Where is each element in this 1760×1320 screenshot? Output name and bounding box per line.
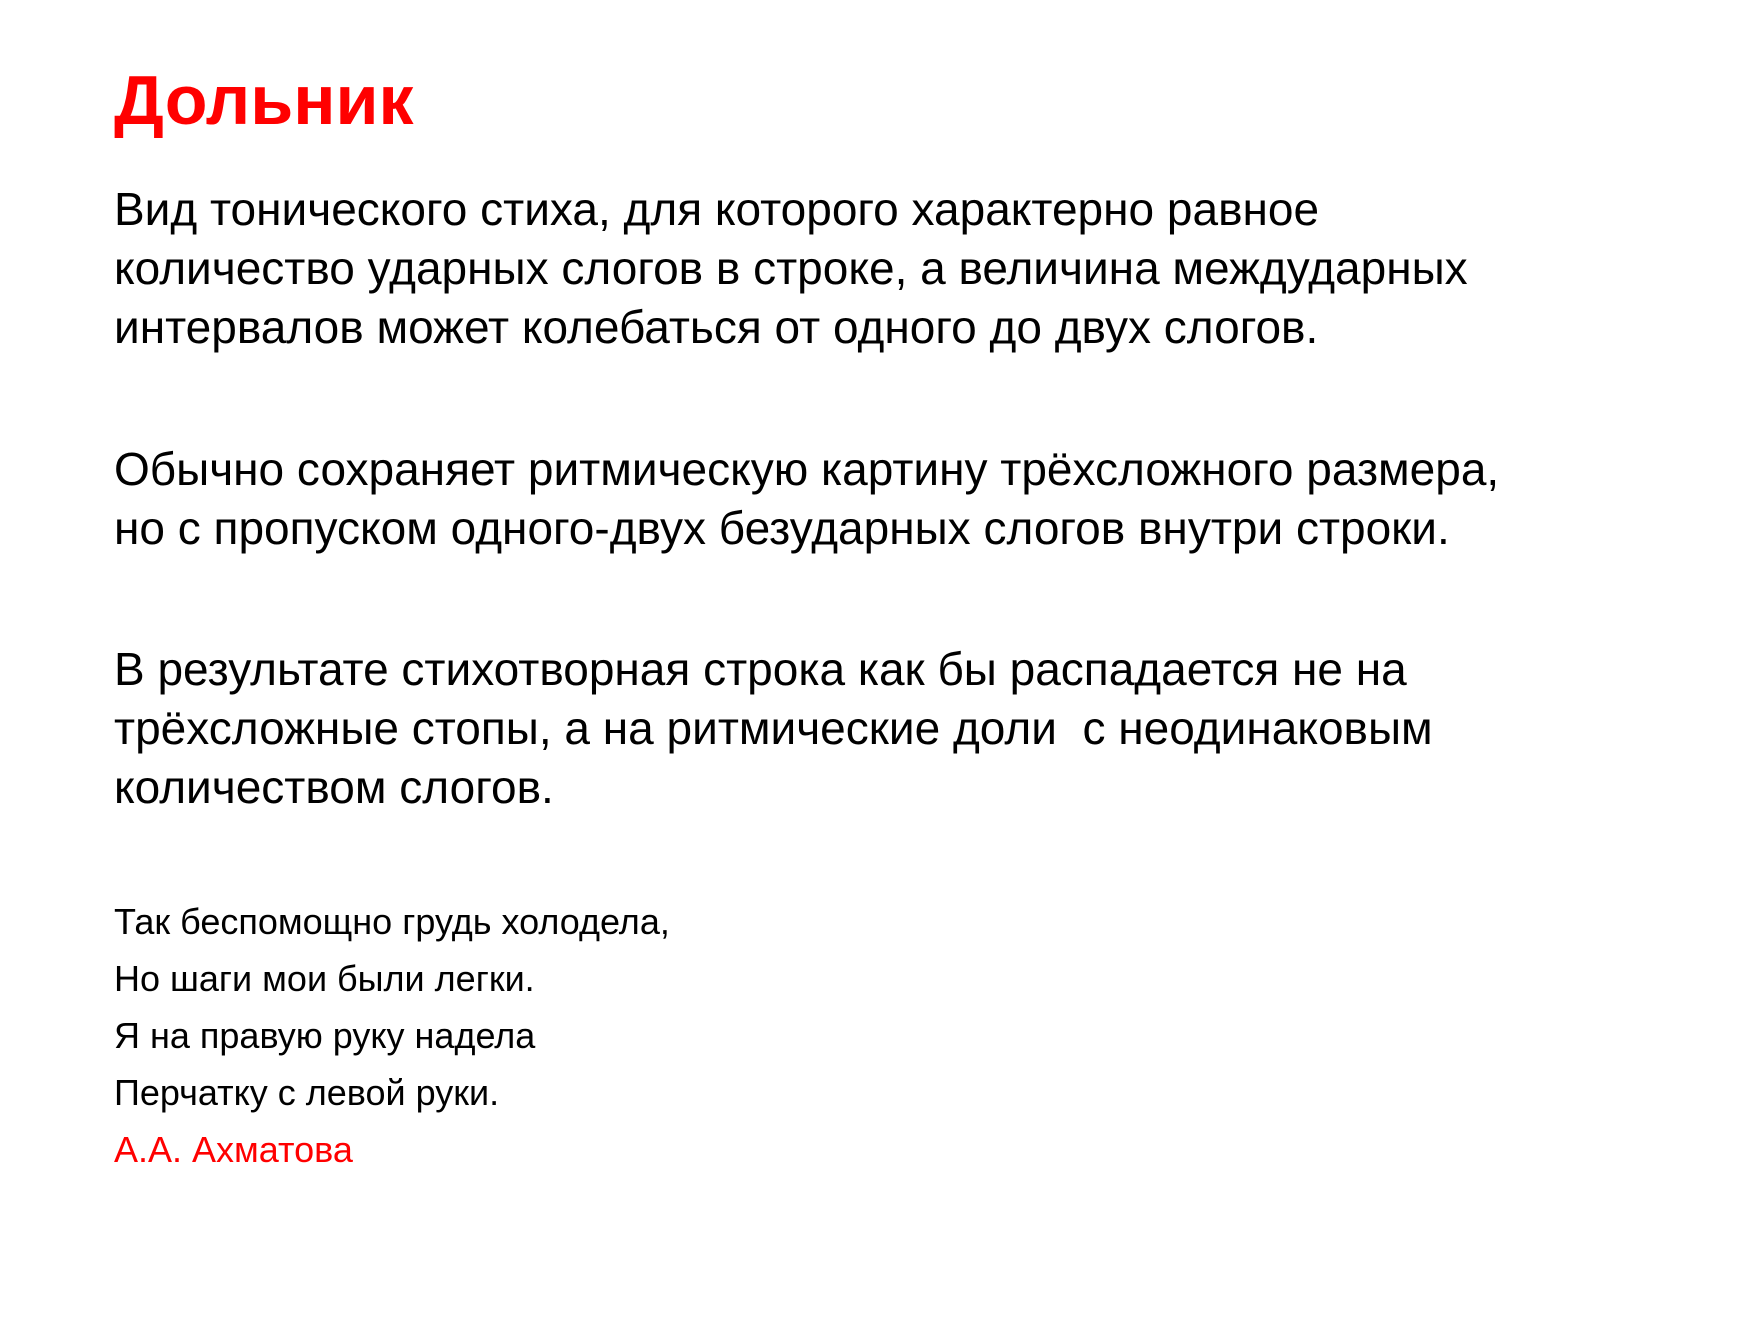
definition-paragraph (114, 180, 1468, 357)
result-paragraph (114, 640, 1433, 817)
poem-line: Перчатку с левой руки. (114, 1072, 500, 1113)
paragraph-line: Вид тонического стиха, для которого характерно равное (114, 183, 1320, 235)
slide-title: Дольник (114, 61, 414, 139)
poem-author: А.А. Ахматова (114, 1129, 353, 1170)
poem-line: Я на правую руку надела (114, 1015, 536, 1056)
paragraph-line: В результате стихотворная строка как бы распадается не на (114, 643, 1407, 695)
poem-excerpt (114, 893, 670, 1121)
paragraph-line: Обычно сохраняет ритмическую картину трёхсложного размера, (114, 443, 1500, 495)
poem-line: Но шаги мои были легки. (114, 958, 535, 999)
rhythm-paragraph (114, 440, 1499, 558)
paragraph-line: трёхсложные стопы, а на ритмические доли с неодинаковым (114, 702, 1433, 754)
paragraph-line: но с пропуском одного-двух безударных слогов внутри строки. (114, 502, 1450, 554)
paragraph-line: интервалов может колебаться от одного до двух слогов. (114, 301, 1319, 353)
paragraph-line: количеством слогов. (114, 761, 554, 813)
paragraph-line: количество ударных слогов в строке, а величина междударных (114, 242, 1468, 294)
poem-line: Так беспомощно грудь холодела, (114, 901, 670, 942)
